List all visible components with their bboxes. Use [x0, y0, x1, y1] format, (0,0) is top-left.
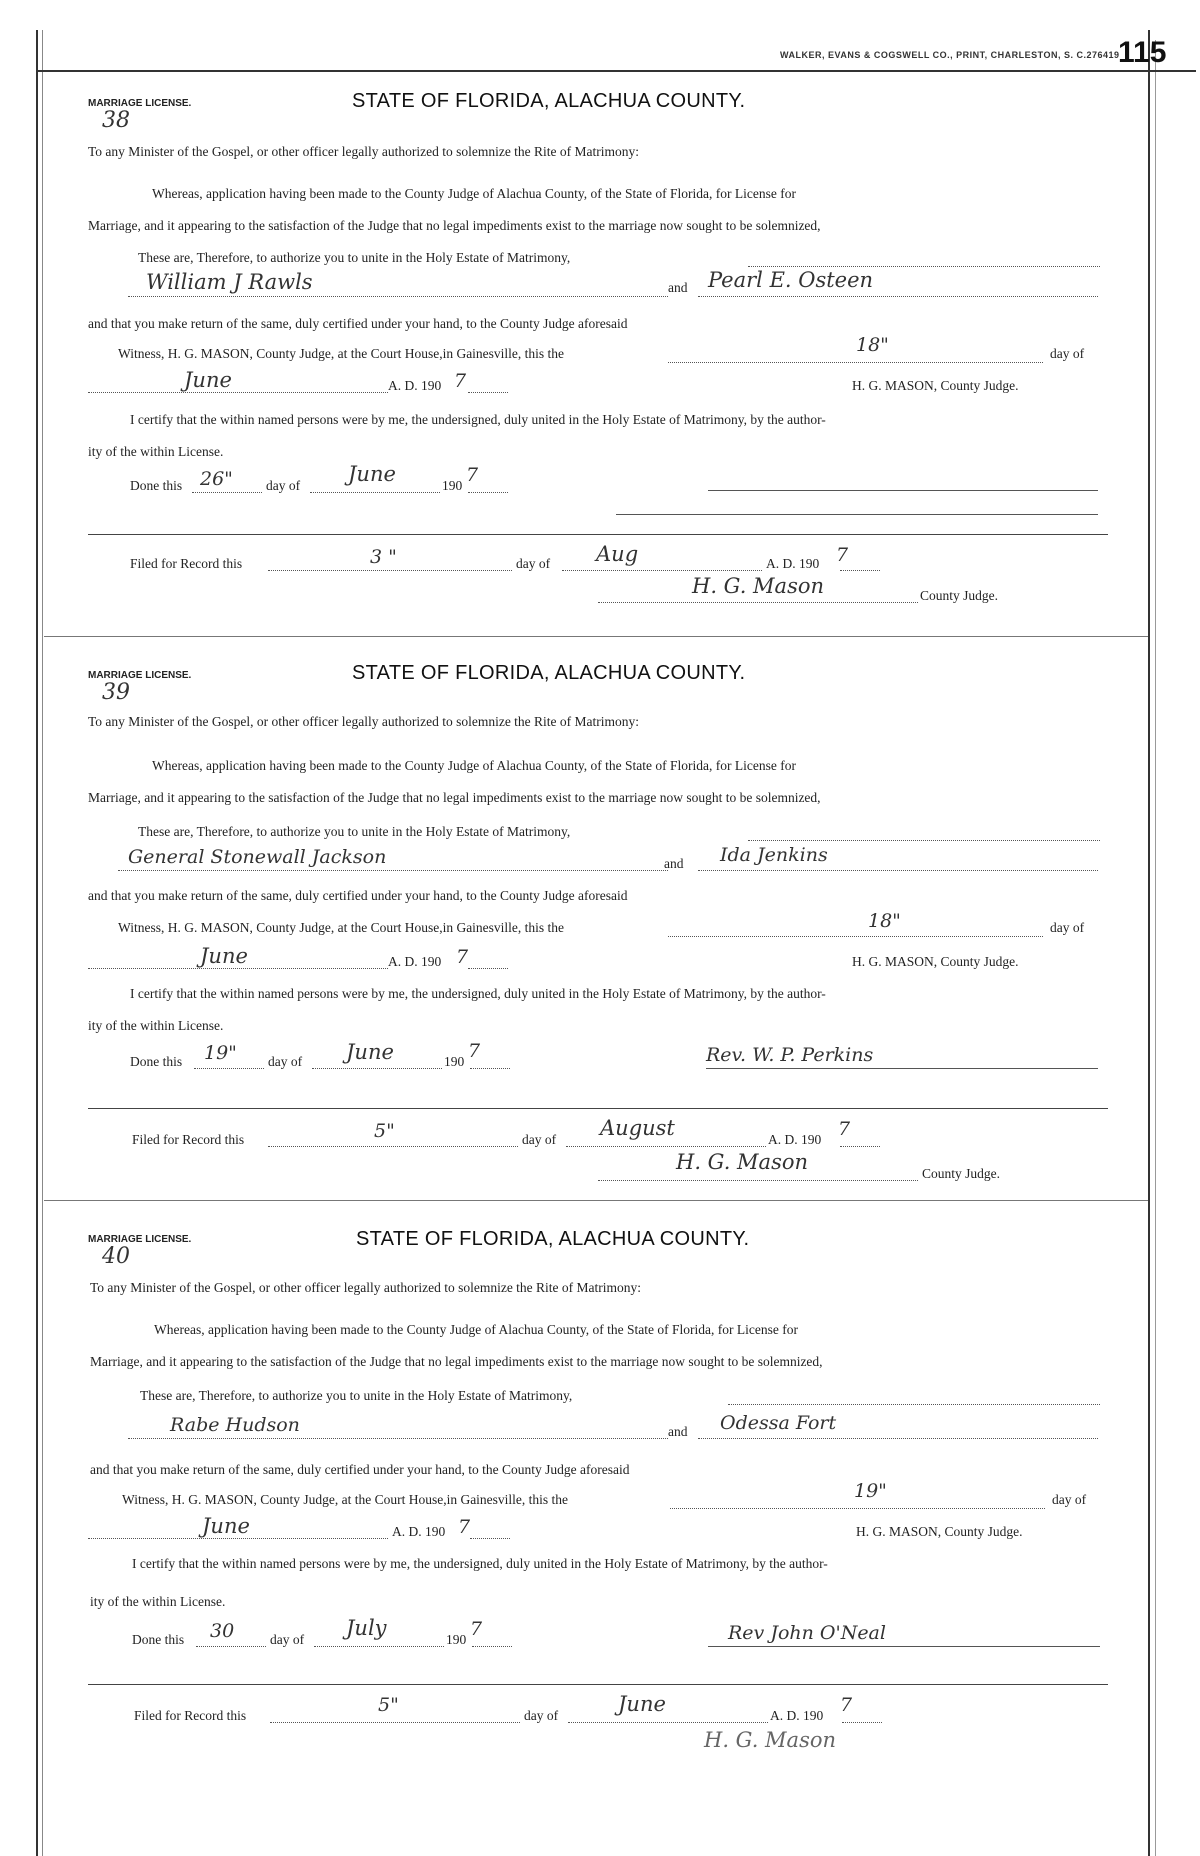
filed-label: Filed for Record this — [134, 1708, 247, 1723]
filed-year: 7 — [836, 544, 849, 566]
right-margin-line-2 — [1155, 40, 1156, 1856]
judge-label: H. G. MASON, County Judge. — [856, 1524, 1023, 1539]
groom-name: Rabe Hudson — [170, 1414, 300, 1436]
county-judge-label: County Judge. — [922, 1166, 1001, 1181]
filed-month: June — [618, 1692, 666, 1716]
filed-ad: A. D. 190 — [766, 556, 820, 571]
done-day: 26" — [200, 468, 233, 490]
top-rule — [36, 70, 1196, 72]
minister-line: To any Minister of the Gospel, or other officer legally authorized to solemnize the Rite of Matrimony: — [90, 1280, 642, 1295]
ity-line: ity of the within License. — [88, 444, 224, 459]
done-year: 7 — [468, 1040, 481, 1062]
witness-day: 18" — [856, 334, 889, 356]
officiant-signature: Rev John O'Neal — [728, 1622, 886, 1644]
judge-label: H. G. MASON, County Judge. — [852, 954, 1019, 969]
and-word: and — [664, 856, 684, 871]
witness-line: Witness, H. G. MASON, County Judge, at the Court House,in Gainesville, this the — [122, 1492, 569, 1507]
ity-line: ity of the within License. — [88, 1018, 224, 1033]
county-judge-label: County Judge. — [920, 588, 999, 603]
done-this-label: Done this — [130, 478, 183, 493]
filed-day-of: day of — [522, 1132, 557, 1147]
done-month: July — [346, 1616, 387, 1640]
right-margin-line — [1148, 30, 1150, 1856]
judge-signature: H. G. Mason — [676, 1150, 809, 1174]
judge-signature: H. G. Mason — [704, 1728, 837, 1752]
witness-line: Witness, H. G. MASON, County Judge, at the Court House,in Gainesville, this the — [118, 920, 565, 935]
filed-day-of: day of — [524, 1708, 559, 1723]
day-of-label: day of — [1052, 1492, 1087, 1507]
witness-month: June — [200, 944, 248, 968]
witness-year: 7 — [454, 370, 467, 392]
minister-line: To any Minister of the Gospel, or other officer legally authorized to solemnize the Rite of Matrimony: — [88, 144, 640, 159]
done-day: 30 — [210, 1620, 235, 1642]
done-day: 19" — [204, 1042, 237, 1064]
license-separator-2 — [44, 1200, 1148, 1201]
license-38 — [88, 90, 1108, 620]
whereas-line: Whereas, application having been made to the County Judge of Alachua County, of the State of Florida, for License for — [154, 1322, 798, 1337]
done-year: 7 — [470, 1618, 483, 1640]
left-binding-line — [36, 30, 38, 1856]
ity-line: ity of the within License. — [90, 1594, 226, 1609]
witness-year: 7 — [458, 1516, 471, 1538]
officiant-signature: Rev. W. P. Perkins — [706, 1044, 874, 1066]
done-year-prefix: 190 — [446, 1632, 467, 1647]
return-line: and that you make return of the same, duly certified under your hand, to the County Judge aforesaid — [88, 888, 628, 903]
license-label: MARRIAGE LICENSE. — [88, 670, 192, 681]
done-month: June — [348, 462, 396, 486]
judge-label: H. G. MASON, County Judge. — [852, 378, 1019, 393]
filed-ad: A. D. 190 — [770, 1708, 824, 1723]
filed-month: Aug — [596, 542, 639, 566]
license-label: MARRIAGE LICENSE. — [88, 98, 192, 109]
bride-name: Odessa Fort — [720, 1412, 837, 1434]
license-39 — [88, 662, 1108, 1182]
return-line: and that you make return of the same, duly certified under your hand, to the County Judge aforesaid — [88, 316, 628, 331]
license-number: 39 — [102, 680, 130, 705]
certify-line: I certify that the within named persons were by me, the undersigned, duly united in the Holy Estate of Matrimony, by the author- — [132, 1556, 828, 1571]
license-label: MARRIAGE LICENSE. — [88, 1234, 192, 1245]
witness-year: 7 — [456, 946, 469, 968]
license-40 — [88, 1228, 1108, 1828]
marriage-line: Marriage, and it appearing to the satisfaction of the Judge that no legal impediments exist to the marriage now sought to be solemnized, — [88, 218, 821, 233]
judge-signature: H. G. Mason — [692, 574, 825, 598]
printer-imprint: WALKER, EVANS & COGSWELL CO., PRINT, CHARLESTON, S. C.276419 — [780, 50, 1120, 60]
filed-day: 5" — [378, 1694, 399, 1716]
these-are-line: These are, Therefore, to authorize you to unite in the Holy Estate of Matrimony, — [140, 1388, 573, 1403]
license-number: 38 — [102, 108, 130, 133]
witness-month: June — [184, 368, 232, 392]
these-are-line: These are, Therefore, to authorize you to unite in the Holy Estate of Matrimony, — [138, 824, 571, 839]
witness-day: 18" — [868, 910, 901, 932]
witness-day: 19" — [854, 1480, 887, 1502]
marriage-line: Marriage, and it appearing to the satisfaction of the Judge that no legal impediments exist to the marriage now sought to be solemnized, — [88, 790, 821, 805]
filed-ad: A. D. 190 — [768, 1132, 822, 1147]
done-year-prefix: 190 — [444, 1054, 465, 1069]
done-day-of: day of — [270, 1632, 305, 1647]
filed-day: 5" — [374, 1120, 395, 1142]
state-title: STATE OF FLORIDA, ALACHUA COUNTY. — [356, 1228, 750, 1250]
section-divider — [88, 1108, 1108, 1109]
state-title: STATE OF FLORIDA, ALACHUA COUNTY. — [352, 662, 746, 684]
done-this-label: Done this — [132, 1632, 185, 1647]
page-number: 115 — [1118, 36, 1167, 69]
section-divider — [88, 1684, 1108, 1685]
bride-name: Pearl E. Osteen — [708, 268, 874, 292]
these-are-line: These are, Therefore, to authorize you to unite in the Holy Estate of Matrimony, — [138, 250, 571, 265]
state-title: STATE OF FLORIDA, ALACHUA COUNTY. — [352, 90, 746, 112]
filed-label: Filed for Record this — [132, 1132, 245, 1147]
minister-line: To any Minister of the Gospel, or other officer legally authorized to solemnize the Rite of Matrimony: — [88, 714, 640, 729]
filed-year: 7 — [840, 1694, 853, 1716]
filed-label: Filed for Record this — [130, 556, 243, 571]
done-month: June — [346, 1040, 394, 1064]
filed-year: 7 — [838, 1118, 851, 1140]
day-of-label: day of — [1050, 920, 1085, 935]
license-separator-1 — [44, 636, 1148, 637]
done-day-of: day of — [266, 478, 301, 493]
and-word: and — [668, 280, 688, 295]
and-word: and — [668, 1424, 688, 1439]
groom-name: William J Rawls — [146, 270, 313, 294]
groom-name: General Stonewall Jackson — [128, 846, 387, 868]
license-number: 40 — [102, 1244, 130, 1269]
filed-day: 3 " — [370, 546, 397, 568]
whereas-line: Whereas, application having been made to the County Judge of Alachua County, of the State of Florida, for License for — [152, 186, 796, 201]
day-of-label: day of — [1050, 346, 1085, 361]
whereas-line: Whereas, application having been made to the County Judge of Alachua County, of the State of Florida, for License for — [152, 758, 796, 773]
marriage-line: Marriage, and it appearing to the satisfaction of the Judge that no legal impediments exist to the marriage now sought to be solemnized, — [90, 1354, 823, 1369]
ad-label: A. D. 190 — [392, 1524, 446, 1539]
done-this-label: Done this — [130, 1054, 183, 1069]
done-year-prefix: 190 — [442, 478, 463, 493]
return-line: and that you make return of the same, duly certified under your hand, to the County Judge aforesaid — [90, 1462, 630, 1477]
filed-day-of: day of — [516, 556, 551, 571]
left-binding-line-2 — [42, 30, 43, 1856]
ad-label: A. D. 190 — [388, 954, 442, 969]
section-divider — [88, 534, 1108, 535]
done-day-of: day of — [268, 1054, 303, 1069]
bride-name: Ida Jenkins — [720, 844, 828, 866]
done-year: 7 — [466, 464, 479, 486]
ad-label: A. D. 190 — [388, 378, 442, 393]
certify-line: I certify that the within named persons were by me, the undersigned, duly united in the Holy Estate of Matrimony, by the author- — [130, 412, 826, 427]
witness-month: June — [202, 1514, 250, 1538]
certify-line: I certify that the within named persons were by me, the undersigned, duly united in the Holy Estate of Matrimony, by the author- — [130, 986, 826, 1001]
filed-month: August — [600, 1116, 675, 1140]
witness-line: Witness, H. G. MASON, County Judge, at the Court House,in Gainesville, this the — [118, 346, 565, 361]
